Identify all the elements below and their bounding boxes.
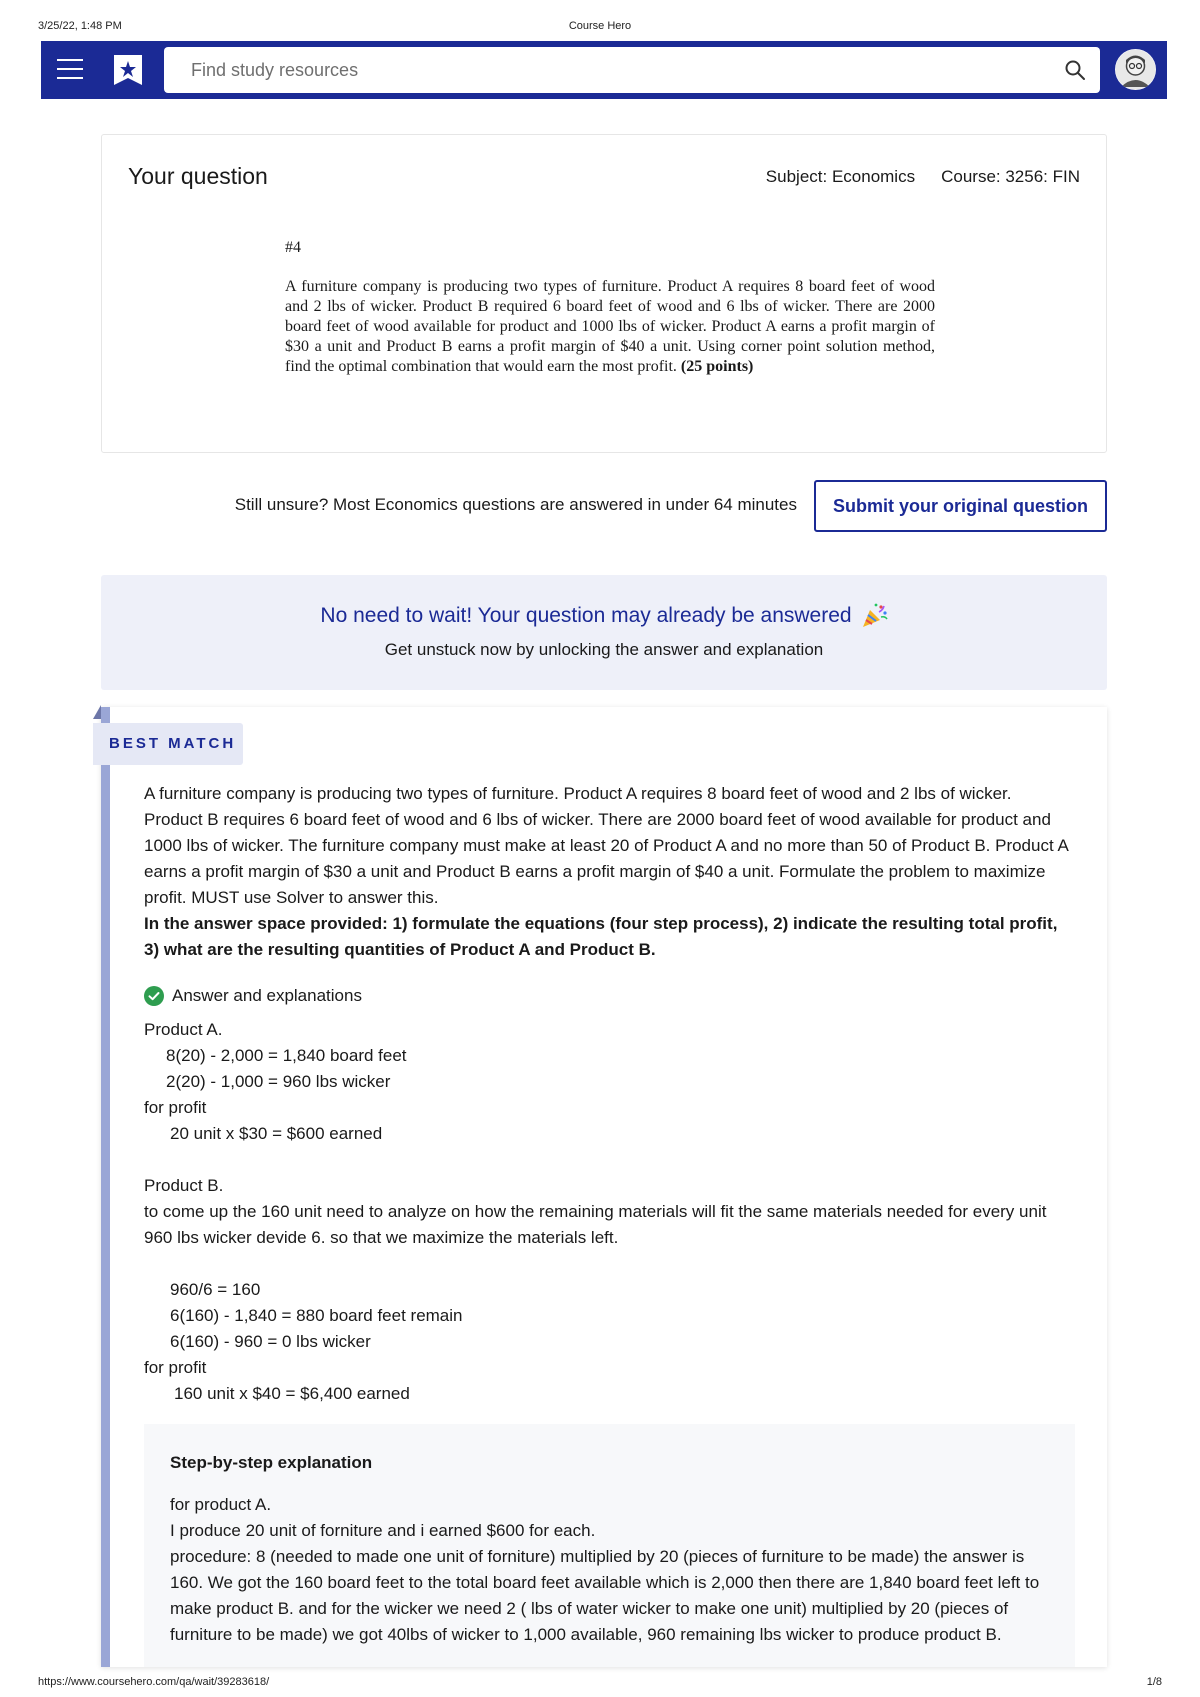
answer-heading-row [144, 983, 1074, 1009]
step-by-step-box [144, 1424, 1075, 1667]
step-line2: I produce 20 unit of forniture and i earned $600 for each. [170, 1521, 596, 1540]
question-meta [766, 167, 1080, 187]
best-match-tag: BEST MATCH [93, 723, 243, 765]
step-line3: procedure: 8 (needed to made one unit of forniture) multiplied by 20 (pieces of furniture to be made) the answer is 160. We got the 160 board feet to the total board feet available which is 2,000 then there are 1,840 board feet left to make product B. and for the wicker we need 2 ( lbs of water wicker to make one unit) multiplied by 20 (pieces of furniture to be made) we got 40lbs of wicker to 1,000 available, 960 remaining lbs wicker to produce product B. [170, 1547, 1040, 1644]
print-date: 3/25/22, 1:48 PM [38, 20, 122, 32]
question-number: #4 [285, 239, 301, 256]
answer-content [144, 1017, 1074, 1407]
search-bar [164, 47, 1100, 93]
unsure-row [101, 480, 1107, 532]
answer-b-line1: 960/6 = 160 [170, 1280, 261, 1299]
best-match-body [144, 781, 1074, 1407]
answer-b-profit: 160 unit x $40 = $6,400 earned [174, 1384, 410, 1403]
step-line1: for product A. [170, 1495, 272, 1514]
question-image [285, 239, 935, 377]
top-navbar [41, 41, 1167, 99]
best-match-card [101, 707, 1107, 1667]
question-card [101, 134, 1107, 453]
match-question: A furniture company is producing two types of furniture. Product A requires 8 board feet of wood and 2 lbs of wicker. Product B requires 6 board feet of wood and 6 lbs of wicker. There are 2000 board feet of wood available for product and 1000 lbs of wicker. The furniture company must make at least 20 of Product A and no more than 50 of Product B. Product A earns a profit margin of $30 a unit and Product B earns a profit margin of $40 a unit. Formulate the problem to maximize profit. MUST use Solver to answer this. [144, 784, 1068, 907]
menu-icon[interactable] [57, 59, 83, 79]
answer-product-a-title: Product A. [144, 1020, 223, 1039]
answered-banner [101, 575, 1107, 690]
answer-a-profit-label: for profit [144, 1098, 207, 1117]
avatar[interactable] [1115, 49, 1156, 90]
match-accent-bar [101, 707, 110, 1667]
party-popper-icon [860, 602, 888, 630]
banner-subtitle: Get unstuck now by unlocking the answer and explanation [384, 640, 824, 659]
answer-a-profit: 20 unit x $30 = $600 earned [170, 1124, 383, 1143]
answer-b-profit-label: for profit [144, 1358, 207, 1377]
question-course: Course: 3256: FIN [941, 167, 1080, 186]
print-header [38, 20, 1162, 36]
answer-product-b-title: Product B. [144, 1176, 224, 1195]
search-input[interactable] [164, 47, 1100, 93]
unsure-text: Still unsure? Most Economics questions are answered in under 64 minutes [234, 495, 797, 514]
search-icon[interactable] [1064, 59, 1086, 81]
match-instructions: In the answer space provided: 1) formulate the equations (four step process), 2) indicate the resulting total profit, 3) what are the resulting quantities of Product A and Product B. [144, 914, 1058, 959]
banner-title-row [320, 602, 887, 630]
question-title: Your question [128, 163, 268, 189]
course-hero-logo-icon[interactable] [112, 53, 144, 87]
question-body: A furniture company is producing two types of furniture. Product A requires 8 board feet of wood and 2 lbs of wicker. Product B required 6 board feet of wood and 6 lbs of wicker. There are 2000 board feet of wood available for product and 1000 lbs of wicker. Product A earns a profit margin of $30 a unit and Product B earns a profit margin of $40 a unit. Using corner point solution method, find the optimal combination that would earn the most profit. [285, 278, 935, 375]
question-points: (25 points) [680, 358, 754, 375]
check-circle-icon [144, 986, 164, 1006]
print-title: Course Hero [568, 20, 632, 32]
answer-a-line2: 2(20) - 1,000 = 960 lbs wicker [166, 1072, 391, 1091]
tag-fold [93, 705, 101, 719]
answer-a-line1: 8(20) - 2,000 = 1,840 board feet [166, 1046, 407, 1065]
answer-b-desc2: 960 lbs wicker devide 6. so that we maximize the materials left. [144, 1228, 619, 1247]
question-subject: Subject: Economics [765, 167, 916, 186]
print-page-number: 1/8 [1146, 1676, 1162, 1688]
submit-question-button[interactable]: Submit your original question [814, 480, 1107, 532]
answer-b-line3: 6(160) - 960 = 0 lbs wicker [170, 1332, 371, 1351]
answer-b-line2: 6(160) - 1,840 = 880 board feet remain [170, 1306, 463, 1325]
banner-title: No need to wait! Your question may already be answered [320, 604, 852, 627]
print-url: https://www.coursehero.com/qa/wait/39283618/ [38, 1676, 270, 1688]
answer-heading: Answer and explanations [172, 986, 362, 1005]
question-text [285, 277, 935, 377]
answer-b-desc1: to come up the 160 unit need to analyze on how the remaining materials will fit the same materials needed for every unit [144, 1202, 1047, 1221]
step-title: Step-by-step explanation [170, 1453, 373, 1472]
